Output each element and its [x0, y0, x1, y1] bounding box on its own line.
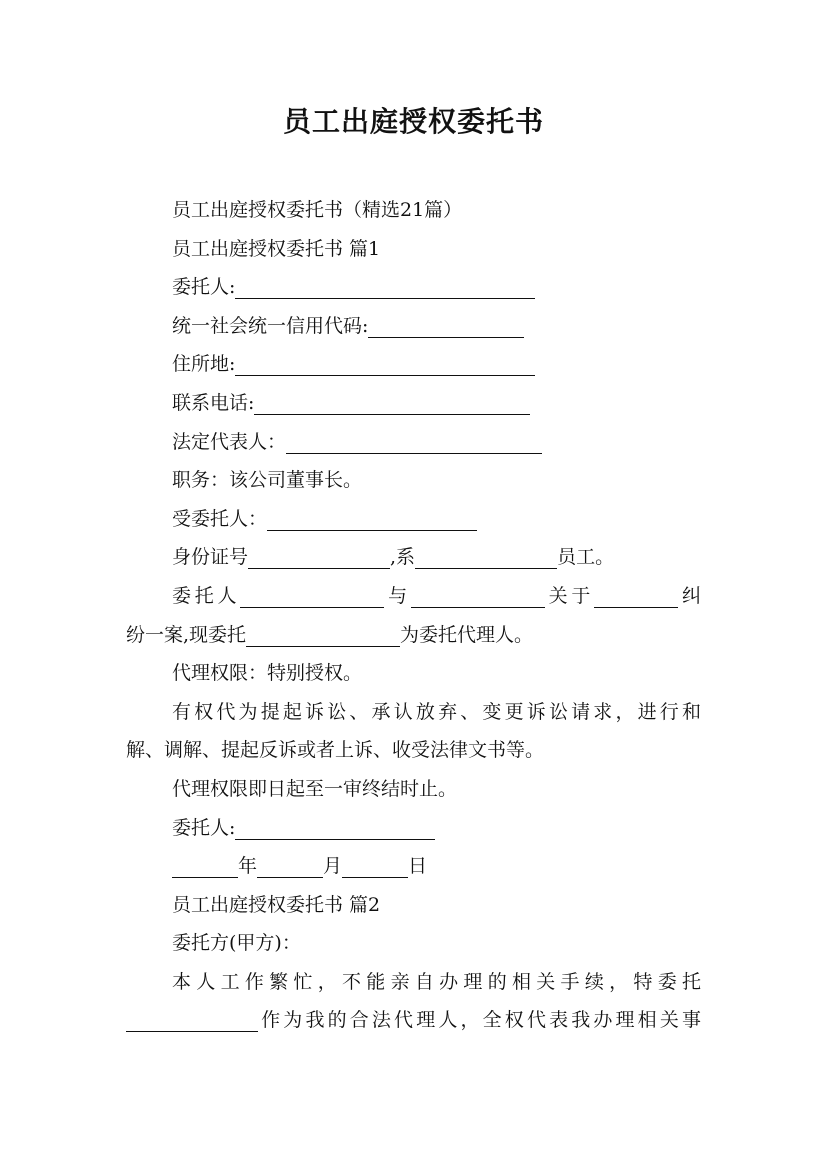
legal-rep-label: 法定代表人： [172, 430, 287, 453]
address-label: 住所地: [172, 353, 236, 376]
month-text: 月 [323, 855, 343, 878]
busy-line-1: 本人工作繁忙，不能亲自办理的相关手续，特委托 [172, 970, 701, 993]
agent-field [126, 500, 701, 539]
phone-field [126, 384, 701, 423]
client-field [126, 268, 701, 307]
busy-line-2-text: 作为我的合法代理人，全权代表我办理相关事 [258, 1009, 701, 1032]
month-blank [257, 853, 323, 878]
id-blank [248, 544, 390, 569]
document-body [126, 191, 701, 1040]
phone-blank [254, 390, 530, 415]
legal-rep-field [126, 423, 701, 462]
address-field [126, 345, 701, 384]
client-blank [235, 274, 535, 299]
case-dispute-text: 纠 [678, 584, 701, 607]
busy-line-2 [126, 1001, 701, 1040]
id-field [126, 538, 701, 577]
agent-blank [267, 506, 477, 531]
employer-blank [415, 544, 557, 569]
case-client-blank [240, 583, 384, 608]
id-end-text: 员工。 [557, 546, 615, 569]
case-about-text: 关于 [544, 584, 595, 607]
scope-line: 代理权限：特别授权。 [172, 662, 363, 685]
case-agent-blank [246, 622, 400, 647]
case-line-1 [126, 577, 701, 616]
credit-code-blank [368, 313, 524, 338]
legal-rep-blank [286, 429, 542, 454]
powers-line-2: 解、调解、提起反诉或者上诉、收受法律文书等。 [126, 739, 545, 762]
case-party-blank [411, 583, 545, 608]
term-line: 代理权限即日起至一审终结时止。 [172, 777, 458, 800]
case-with-text: 与 [384, 584, 411, 607]
client-sign-label: 委托人: [172, 816, 236, 839]
case-client-text: 委托人 [172, 584, 241, 607]
intro-line: 员工出庭授权委托书（精选21篇） [172, 199, 463, 221]
piece-1-heading: 员工出庭授权委托书 篇1 [172, 237, 381, 260]
day-text: 日 [408, 855, 428, 878]
document-title: 员工出庭授权委托书 [282, 105, 544, 138]
day-blank [342, 853, 408, 878]
year-blank [172, 853, 238, 878]
id-mid-text: ,系 [390, 546, 416, 569]
credit-code-field [126, 307, 701, 346]
case-entrust-text: 纷一案,现委托 [126, 623, 247, 646]
credit-code-label: 统一社会统一信用代码: [172, 314, 369, 337]
case-matter-blank [594, 583, 678, 608]
principal-line: 委托方(甲方)： [172, 932, 301, 955]
date-line [126, 847, 701, 886]
client-label: 委托人: [172, 276, 236, 299]
client-sign-blank [235, 815, 435, 840]
case-line-2 [126, 616, 701, 655]
position-line: 职务：该公司董事长。 [172, 469, 363, 492]
year-text: 年 [238, 855, 258, 878]
address-blank [235, 351, 535, 376]
proxy-blank [126, 1007, 258, 1032]
id-label: 身份证号 [172, 546, 249, 569]
phone-label: 联系电话: [172, 391, 255, 414]
case-agent-end-text: 为委托代理人。 [400, 623, 534, 646]
client-sign-field [126, 809, 701, 848]
agent-label: 受委托人： [172, 507, 268, 530]
powers-line-1: 有权代为提起诉讼、承认放弃、变更诉讼请求，进行和 [172, 700, 701, 723]
piece-2-heading: 员工出庭授权委托书 篇2 [172, 893, 381, 916]
